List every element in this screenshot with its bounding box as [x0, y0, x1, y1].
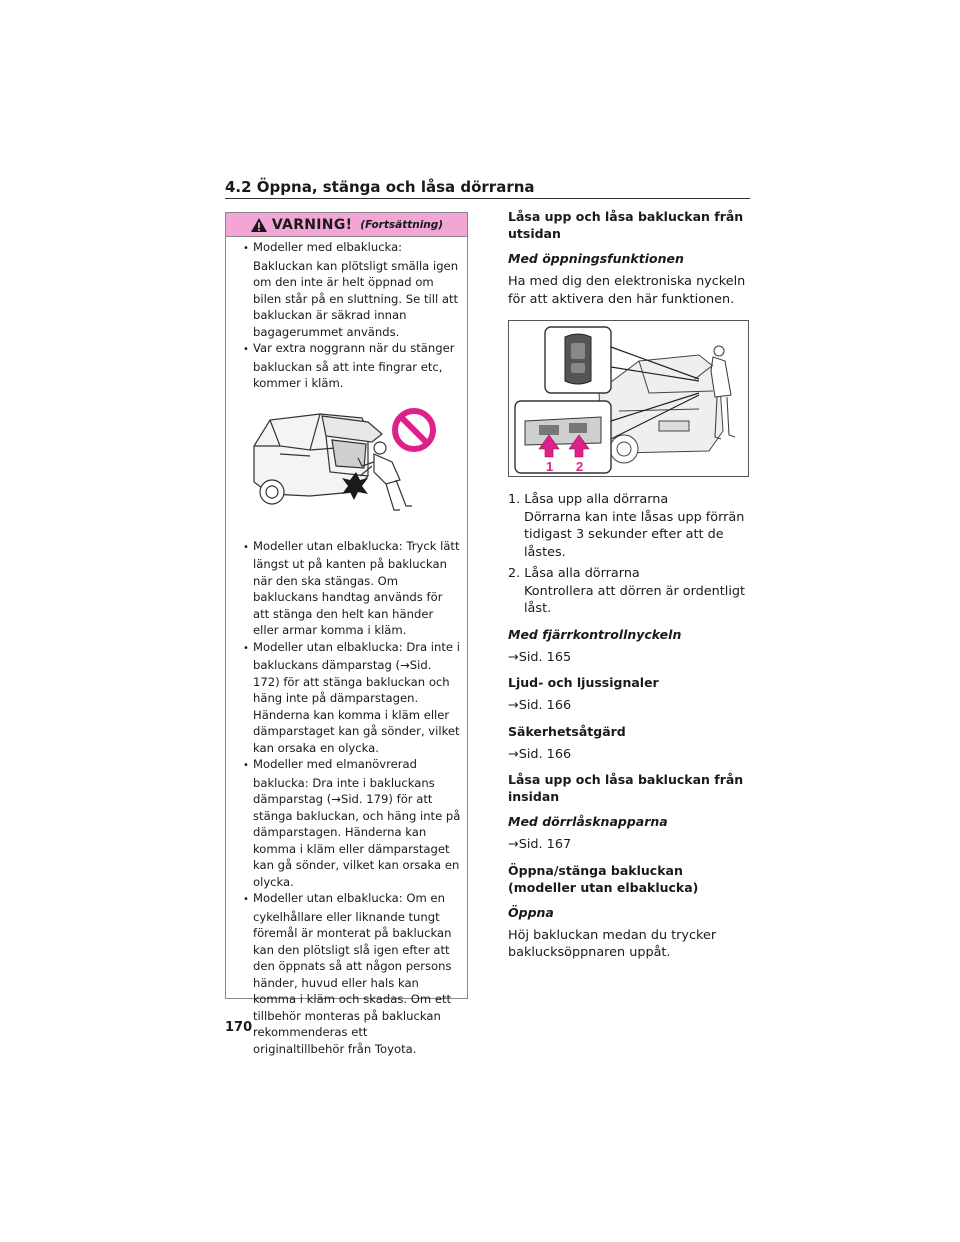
page-number: 170 [225, 1020, 253, 1035]
prohibition-icon [395, 411, 433, 449]
warning-list-bottom [226, 534, 467, 1058]
page-reference[interactable]: Sid. 172 [253, 658, 432, 689]
warning-item: • Modeller med elmanövrerad baklucka: Dra inte i bakluckans dämparstag (→Sid. 179) för att stänga bakluckan, och häng inte på dämparstagen. Händerna kan komma i kläm eller dämparstaget kan gå sönder, vilket kan orsaka en olycka. [234, 756, 461, 890]
step-item: 2. Låsa alla dörrarna [508, 566, 640, 581]
reference-signals[interactable]: →Sid. 166 [508, 698, 572, 713]
reference-safety[interactable]: →Sid. 166 [508, 746, 572, 762]
steps-list [508, 491, 753, 618]
paragraph-open: Höj bakluckan medan du trycker baklucksöppnaren uppåt. [508, 927, 717, 960]
figure-label-2: 2 [576, 459, 584, 474]
warning-item: • Modeller utan elbaklucka: Om en cykelhållare eller liknande tungt föremål är monterat på bakluckan kan den plötsligt slå igen efter att den öppnats så att någon persons händer, huvud eller hals kan komma i kläm och skadas. Om ett tillbehör monteras på bakluckan rekommenderas ett originaltillbehör från Toyota. [234, 890, 461, 1057]
step-item: 1. Låsa upp alla dörrarna [508, 492, 669, 507]
page-reference[interactable]: Sid. 179 [340, 792, 389, 806]
step-description: Dörrarna kan inte låsas upp förrän tidigast 3 sekunder efter att de låstes. [524, 509, 745, 560]
paragraph-key: Ha med dig den elektroniska nyckeln för att aktivera den här funktionen. [508, 274, 746, 307]
warning-list-top [226, 237, 467, 392]
warning-item: • Modeller med elbaklucka: Bakluckan kan plötsligt smälla igen om den inte är helt öppnad om bilen står på en sluttning. Se till att bakluckan är säkrad innan bagagerummet används. [234, 239, 461, 340]
reference-remote[interactable]: →Sid. 165 [508, 649, 572, 665]
tailgate-lock-figure [508, 320, 749, 477]
subheading-open: Öppna [508, 904, 554, 920]
heading-unlock-inside: Låsa upp och låsa bakluckan från insidan [508, 772, 744, 804]
right-column [508, 208, 753, 970]
heading-unlock-outside: Låsa upp och låsa bakluckan från utsidan [508, 209, 744, 241]
heading-safety: Säkerhetsåtgärd [508, 723, 626, 739]
warning-item: • Modeller utan elbaklucka: Dra inte i bakluckans dämparstag (→Sid. 172) för att stänga bakluckan och häng inte på dämparstagen. Händerna kan komma i kläm eller dämparstaget kan gå sönder, vilket kan orsaka en olycka. [234, 639, 461, 757]
warning-item: • Var extra noggrann när du stänger bakluckan så att inte fingrar etc, kommer i kläm. [234, 340, 461, 392]
subheading-remote: Med fjärrkontrollnyckeln [508, 626, 682, 642]
heading-open-close-tailgate: Öppna/stänga bakluckan (modeller utan elbaklucka) [508, 862, 699, 895]
step-description: Kontrollera att dörren är ordentligt låst. [524, 583, 746, 616]
warning-title: VARNING! [271, 216, 353, 233]
figure-label-1: 1 [546, 459, 554, 474]
heading-signals: Ljud- och ljussignaler [508, 675, 659, 690]
tailgate-figure-illustration [509, 321, 749, 477]
tailgate-pinch-illustration [250, 406, 440, 524]
warning-continued: (Fortsättning) [360, 218, 444, 231]
warning-header [226, 213, 467, 237]
warning-item: • Modeller utan elbaklucka: Tryck lätt längst ut på kanten på bakluckan när den ska stängas. Om bakluckans handtag används för att stänga den helt kan händer eller armar komma i kläm. [234, 538, 461, 639]
reference-inside[interactable]: →Sid. 167 [508, 837, 572, 852]
section-header: 4.2 Öppna, stänga och låsa dörrarna [225, 178, 535, 196]
subheading-entry-function: Med öppningsfunktionen [508, 251, 684, 266]
subheading-door-lock-buttons: Med dörrlåsknapparna [508, 814, 668, 829]
warning-triangle-icon [250, 217, 268, 233]
section-rule [225, 198, 750, 199]
